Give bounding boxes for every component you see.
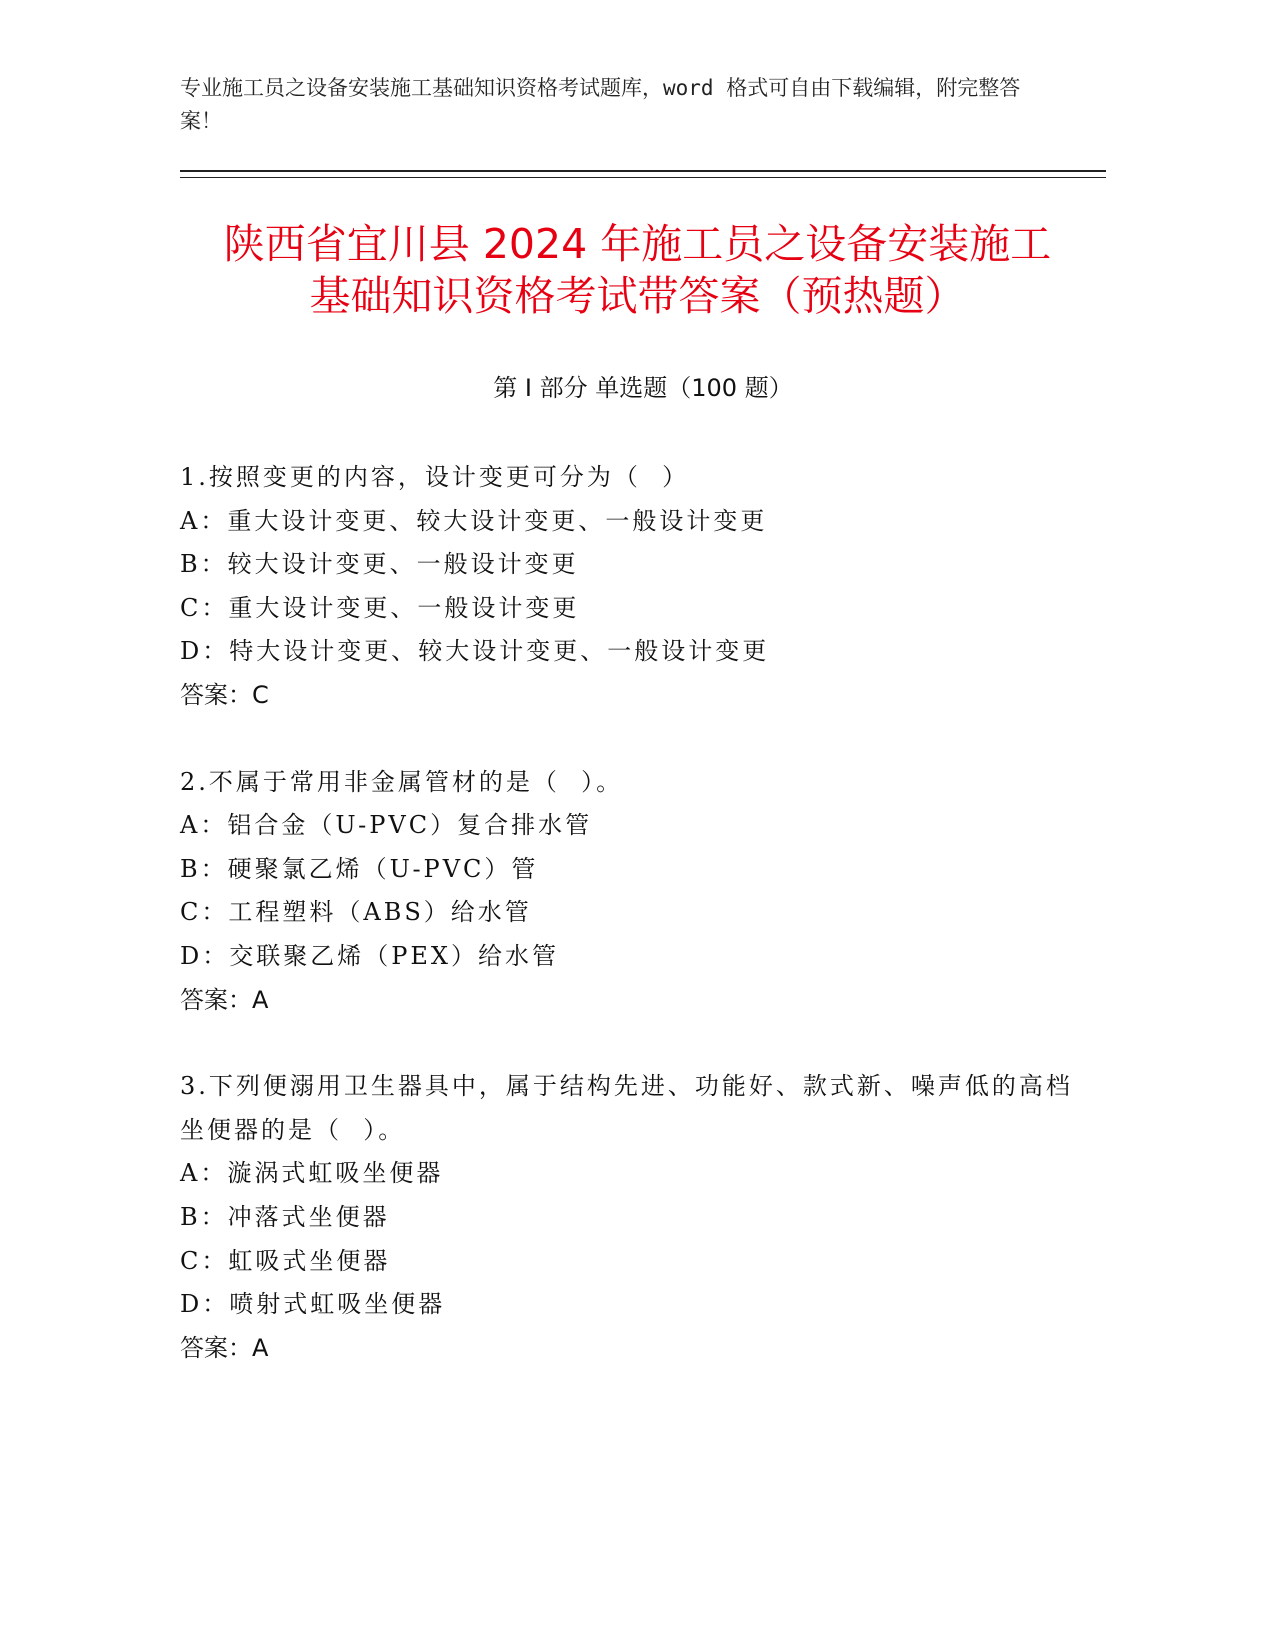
question-stem: 2.不属于常用非金属管材的是（ ）。 (180, 767, 624, 796)
header-rule-thin (180, 177, 1106, 178)
question-option-b: B：硬聚氯乙烯（U-PVC）管 (180, 854, 539, 883)
question-option-c: C：虹吸式坐便器 (180, 1246, 391, 1275)
question-answer: 答案：C (180, 680, 269, 709)
question-option-a: A：漩涡式虹吸坐便器 (180, 1159, 444, 1188)
question-3 (180, 1065, 1080, 1370)
question-option-a: A：铝合金（U-PVC）复合排水管 (180, 811, 593, 840)
question-1 (180, 456, 1080, 718)
question-option-d: D：喷射式虹吸坐便器 (180, 1290, 446, 1319)
question-answer: 答案：A (180, 985, 269, 1014)
question-option-c: C：重大设计变更、一般设计变更 (180, 593, 580, 622)
section-title: 第 I 部分 单选题（100 题） (493, 374, 793, 402)
document-title (150, 218, 1125, 322)
question-list (180, 456, 1080, 1413)
question-option-d: D：交联聚乙烯（PEX）给水管 (180, 941, 559, 970)
document-title-line-2: 基础知识资格考试带答案（预热题） (309, 272, 966, 320)
question-stem: 3.下列便溺用卫生器具中，属于结构先进、功能好、款式新、噪声低的高档坐便器的是（ ）。 (180, 1072, 1073, 1144)
header-note: 专业施工员之设备安装施工基础知识资格考试题库，word 格式可自由下载编辑，附完整答案！ (180, 76, 1021, 133)
question-stem: 1.按照变更的内容，设计变更可分为（ ） (180, 463, 690, 491)
question-answer: 答案：A (180, 1333, 269, 1362)
question-option-a: A：重大设计变更、较大设计变更、一般设计变更 (180, 506, 768, 535)
header-rule-thick (180, 170, 1106, 172)
question-option-c: C：工程塑料（ABS）给水管 (180, 898, 532, 927)
question-option-b: B：冲落式坐便器 (180, 1202, 390, 1231)
question-option-b: B：较大设计变更、一般设计变更 (180, 550, 579, 579)
question-2 (180, 761, 1080, 1023)
question-option-d: D：特大设计变更、较大设计变更、一般设计变更 (180, 637, 770, 666)
document-title-line-1: 陕西省宜川县 2024 年施工员之设备安装施工 (223, 220, 1052, 268)
